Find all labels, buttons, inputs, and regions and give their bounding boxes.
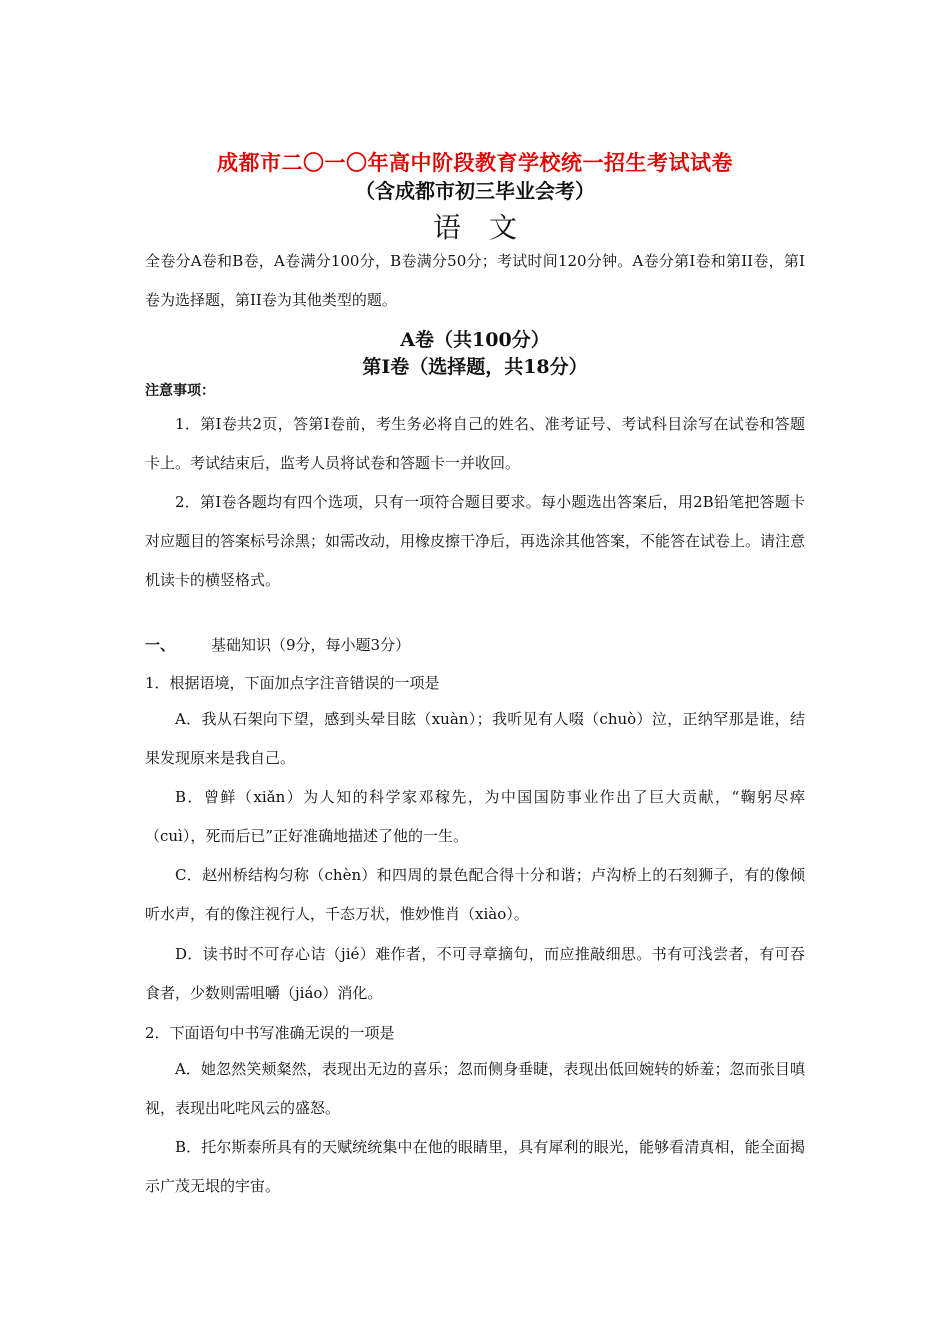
notice-item-2: 2．第I卷各题均有四个选项，只有一项符合题目要求。每小题选出答案后，用2B铅笔把答题卡对应题目的答案标号涂黑；如需改动，用橡皮擦干净后，再选涂其他答案，不能答在试卷上。请注意机读卡的横竖格式。: [145, 493, 806, 589]
exam-title: 成都市二〇一〇年高中阶段教育学校统一招生考试试卷: [217, 151, 733, 175]
exam-subtitle: （含成都市初三毕业会考）: [355, 179, 595, 203]
section-1-number: 一、: [145, 636, 176, 654]
q1-option-d: D．读书时不可存心诘（jié）难作者，不可寻章摘句，而应推敲细思。书有可浅尝者，有可吞食者，少数则需咀嚼（jiáo）消化。: [145, 945, 805, 1002]
section-a-title: A卷（共100分）: [400, 329, 550, 351]
q2-stem: 2．下面语句中书写准确无误的一项是: [145, 1024, 395, 1042]
q1-option-c: C．赵州桥结构匀称（chèn）和四周的景色配合得十分和谐；卢沟桥上的石刻狮子，有的像倾听水声，有的像注视行人，千态万状，惟妙惟肖（xiào）。: [145, 866, 805, 923]
q2-option-b: B．托尔斯泰所具有的天赋统统集中在他的眼睛里，具有犀利的眼光，能够看清真相，能全面揭示广茂无垠的宇宙。: [145, 1138, 805, 1195]
q1-stem: 1．根据语境，下面加点字注音错误的一项是: [145, 674, 440, 692]
section-1-heading: [145, 634, 805, 655]
notice-item-1: 1．第I卷共2页，答第I卷前，考生务必将自己的姓名、准考证号、考试科目涂写在试卷和答题卡上。考试结束后，监考人员将试卷和答题卡一并收回。: [145, 415, 805, 472]
part1-title: 第I卷（选择题，共18分）: [362, 356, 588, 378]
intro-paragraph: 全卷分A卷和B卷，A卷满分100分，B卷满分50分；考试时间120分钟。A卷分第I卷和第II卷，第I卷为选择题，第II卷为其他类型的题。: [145, 252, 805, 309]
subject-title: 语文: [432, 211, 545, 244]
notice-label: 注意事项：: [145, 383, 215, 399]
section-1-title: 基础知识（9分，每小题3分）: [211, 636, 411, 654]
q2-option-a: A．她忽然笑颊粲然，表现出无边的喜乐；忽而侧身垂睫，表现出低回婉转的娇羞；忽而张目嗔视，表现出叱咤风云的盛怒。: [145, 1060, 805, 1117]
q1-option-a: A．我从石架向下望，感到头晕目眩（xuàn）；我听见有人啜（chuò）泣，正纳罕那是谁，结果发现原来是我自己。: [145, 710, 805, 767]
q1-option-b: B．曾鲜（xiǎn）为人知的科学家邓稼先，为中国国防事业作出了巨大贡献，“鞠躬尽瘁（cuì），死而后已”正好准确地描述了他的一生。: [145, 788, 805, 845]
